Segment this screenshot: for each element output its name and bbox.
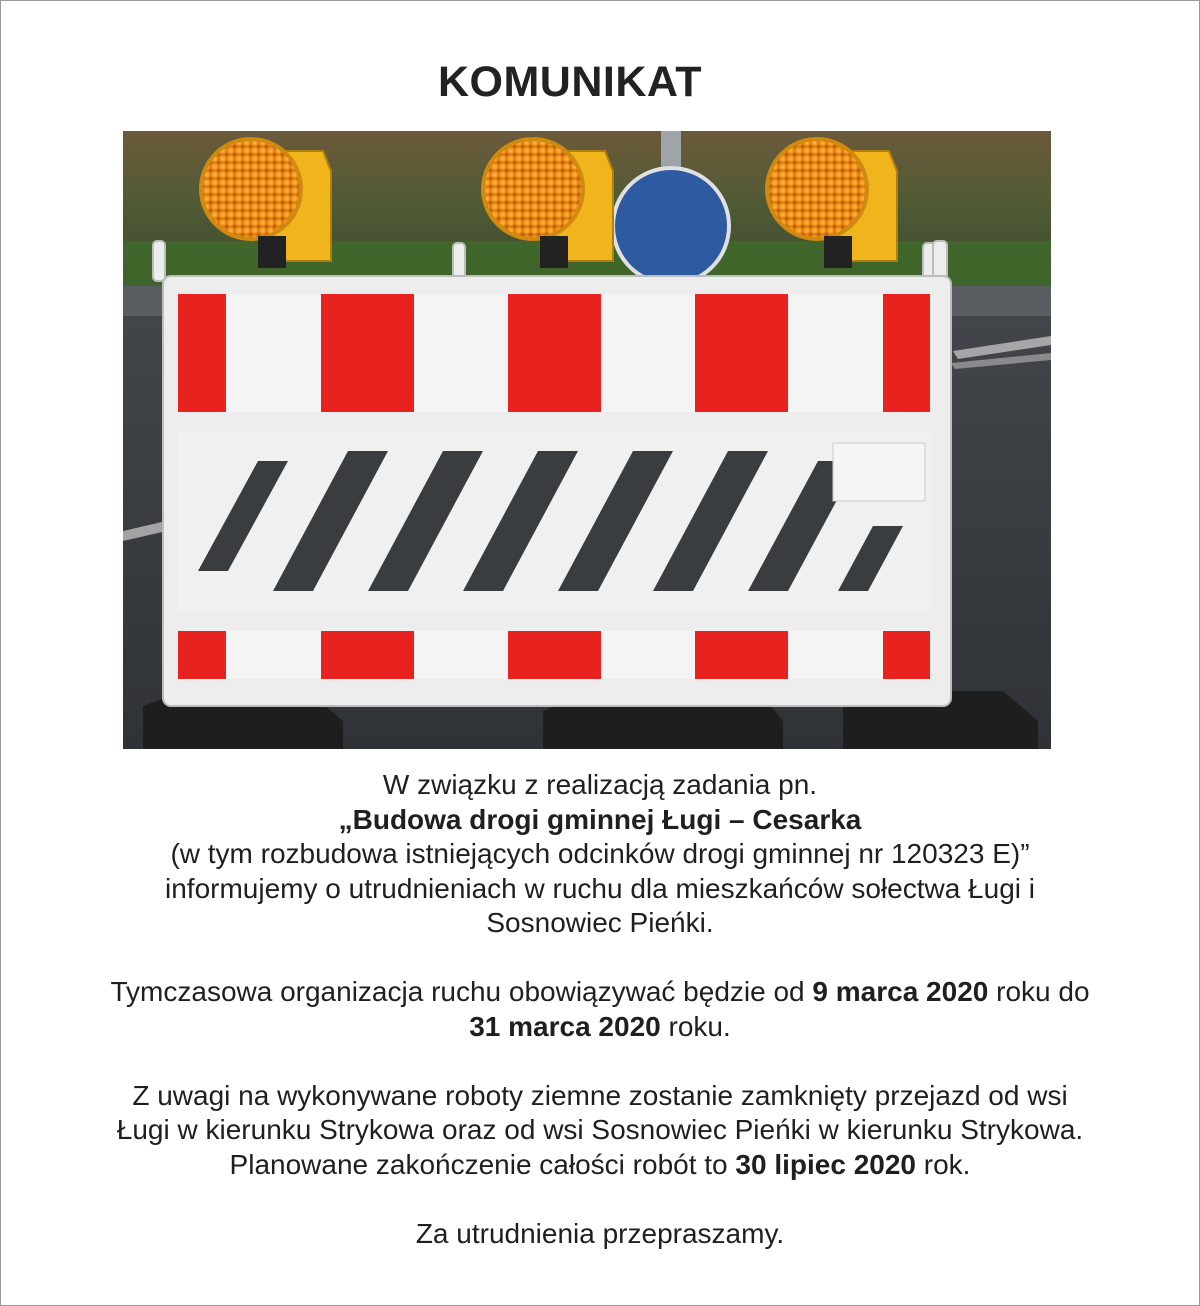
task-detail: (w tym rozbudowa istniejących odcinków drogi gminnej nr 120323 E)” [170, 838, 1030, 869]
end-date: 31 marca 2020 [469, 1010, 661, 1042]
closure-line-2: Ługi w kierunku Strykowa oraz od wsi Sosnowiec Pieńki w kierunku Strykowa. [116, 1114, 1084, 1145]
info-line-cont: Sosnowiec Pieńki. [486, 907, 714, 938]
barrier-photo [123, 131, 1051, 749]
info-line: informujemy o utrudnieniach w ruchu dla mieszkańców sołectwa Ługi i [165, 872, 1035, 904]
traffic-organization-cont: 31 marca 2020 roku. [469, 1010, 731, 1042]
completion-line: Planowane zakończenie całości robót to 30 lipiec 2020 rok. [229, 1148, 971, 1180]
closure-line: Z uwagi na wykonywane roboty ziemne zostanie zamknięty przejazd od wsi [132, 1079, 1068, 1111]
announcement-body [0, 768, 1200, 1251]
page-title: KOMUNIKAT [437, 58, 703, 106]
completion-date: 30 lipiec 2020 [735, 1148, 916, 1180]
intro-line: W związku z realizacją zadania pn. [382, 769, 818, 800]
closing-line: Za utrudnienia przepraszamy. [415, 1217, 785, 1249]
task-name: „Budowa drogi gminnej Ługi – Cesarka [338, 803, 862, 835]
traffic-organization: Tymczasowa organizacja ruchu obowiązywać będzie od 9 marca 2020 roku do [110, 976, 1090, 1007]
start-date: 9 marca 2020 [812, 976, 989, 1007]
